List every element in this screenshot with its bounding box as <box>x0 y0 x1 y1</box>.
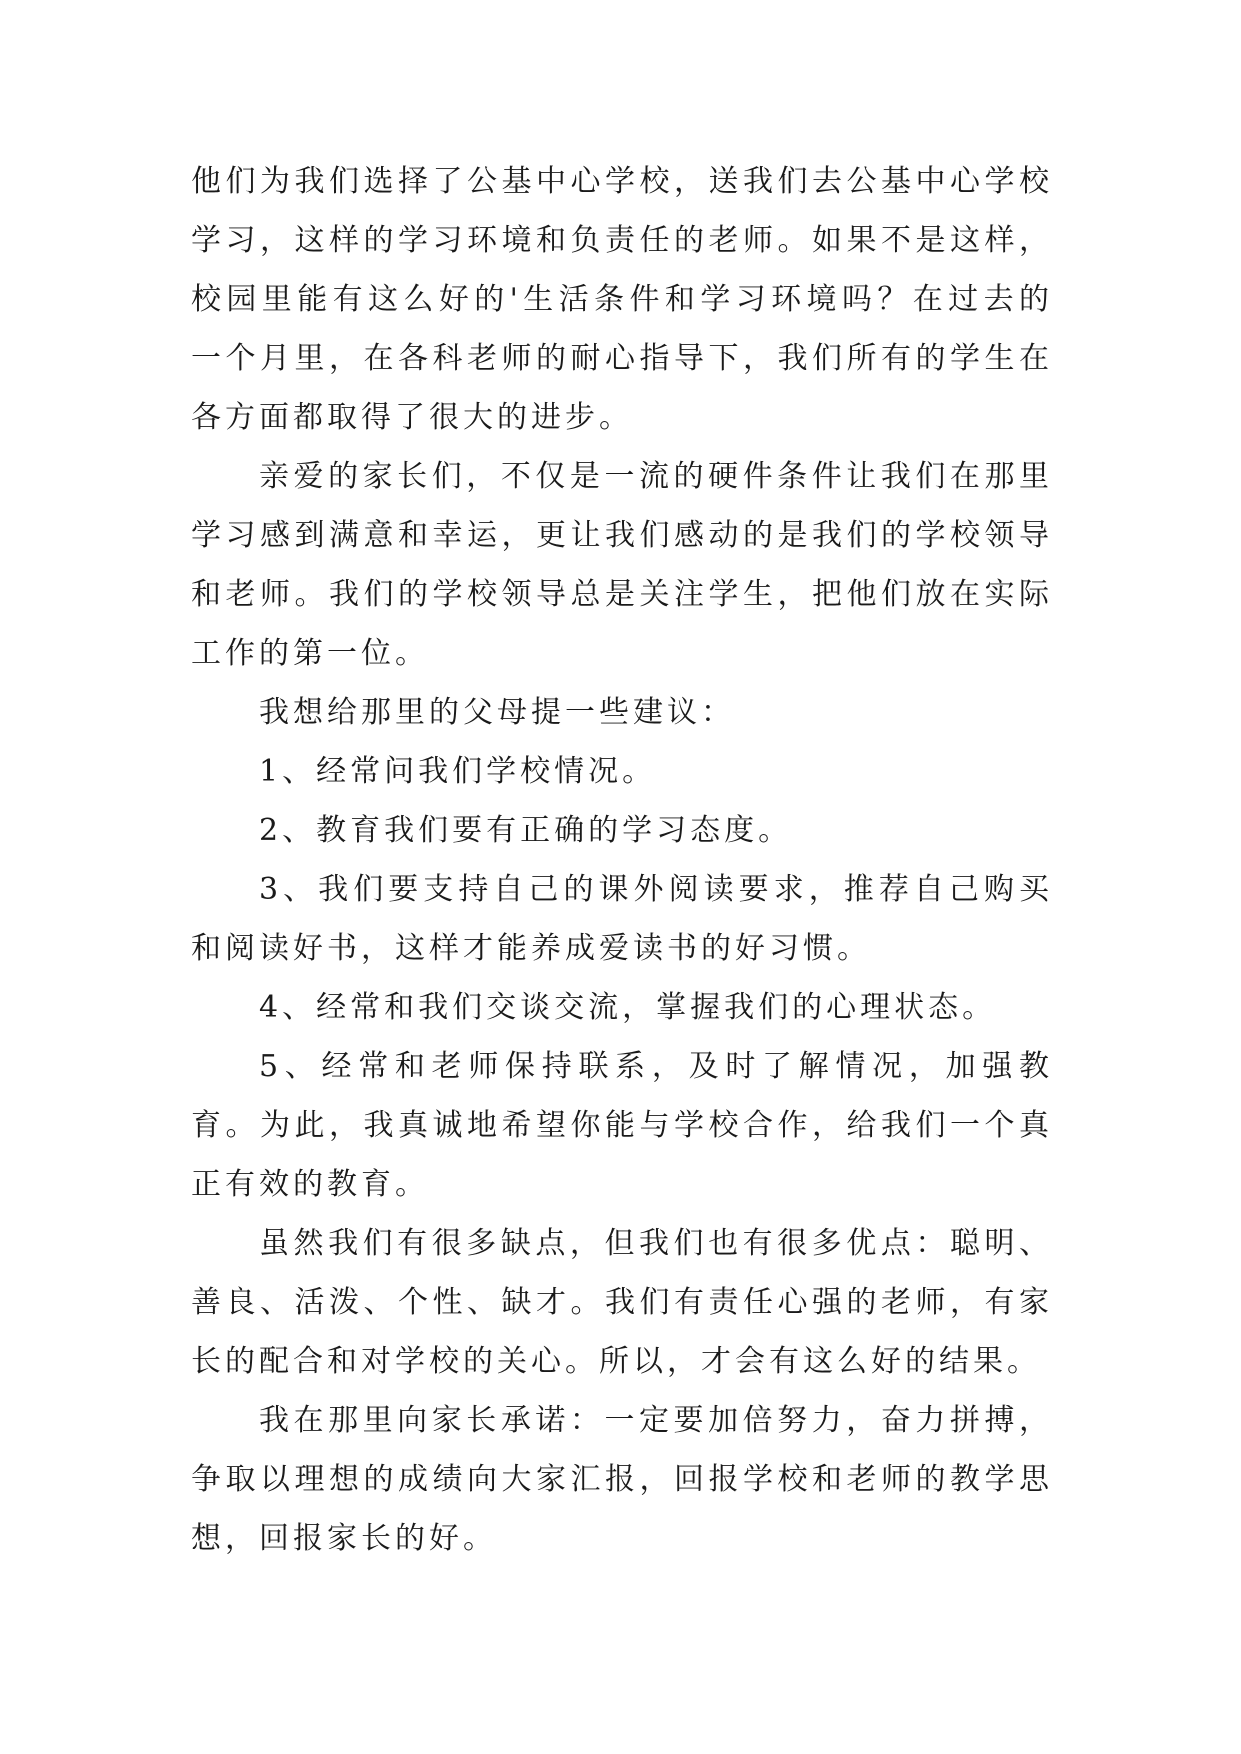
paragraph-8: 5、经常和老师保持联系，及时了解情况，加强教育。为此，我真诚地希望你能与学校合作，给我们一个真正有效的教育。 <box>191 1049 1053 1202</box>
paragraph-2: 亲爱的家长们，不仅是一流的硬件条件让我们在那里学习感到满意和幸运，更让我们感动的是我们的学校领导和老师。我们的学校领导总是关注学生，把他们放在实际工作的第一位。 <box>191 459 1053 671</box>
paragraph-10: 我在那里向家长承诺：一定要加倍努力，奋力拼搏，争取以理想的成绩向大家汇报，回报学校和老师的教学思想，回报家长的好。 <box>191 1403 1053 1556</box>
paragraph-3: 我想给那里的父母提一些建议： <box>259 695 735 730</box>
paragraph-7: 4、经常和我们交谈交流，掌握我们的心理状态。 <box>259 990 997 1025</box>
paragraph-6: 3、我们要支持自己的课外阅读要求，推荐自己购买和阅读好书，这样才能养成爱读书的好习惯。 <box>191 872 1053 966</box>
paragraph-1: 他们为我们选择了公基中心学校，送我们去公基中心学校学习，这样的学习环境和负责任的老师。如果不是这样，校园里能有这么好的'生活条件和学习环境吗？在过去的一个月里，在各科老师的耐心指导下，我们所有的学生在各方面都取得了很大的进步。 <box>191 164 1053 435</box>
paragraph-4: 1、经常问我们学校情况。 <box>259 754 657 789</box>
paragraph-9: 虽然我们有很多缺点，但我们也有很多优点：聪明、善良、活泼、个性、缺才。我们有责任心强的老师，有家长的配合和对学校的关心。所以，才会有这么好的结果。 <box>191 1226 1053 1379</box>
paragraph-5: 2、教育我们要有正确的学习态度。 <box>259 813 793 848</box>
document-body <box>191 152 1053 1568</box>
